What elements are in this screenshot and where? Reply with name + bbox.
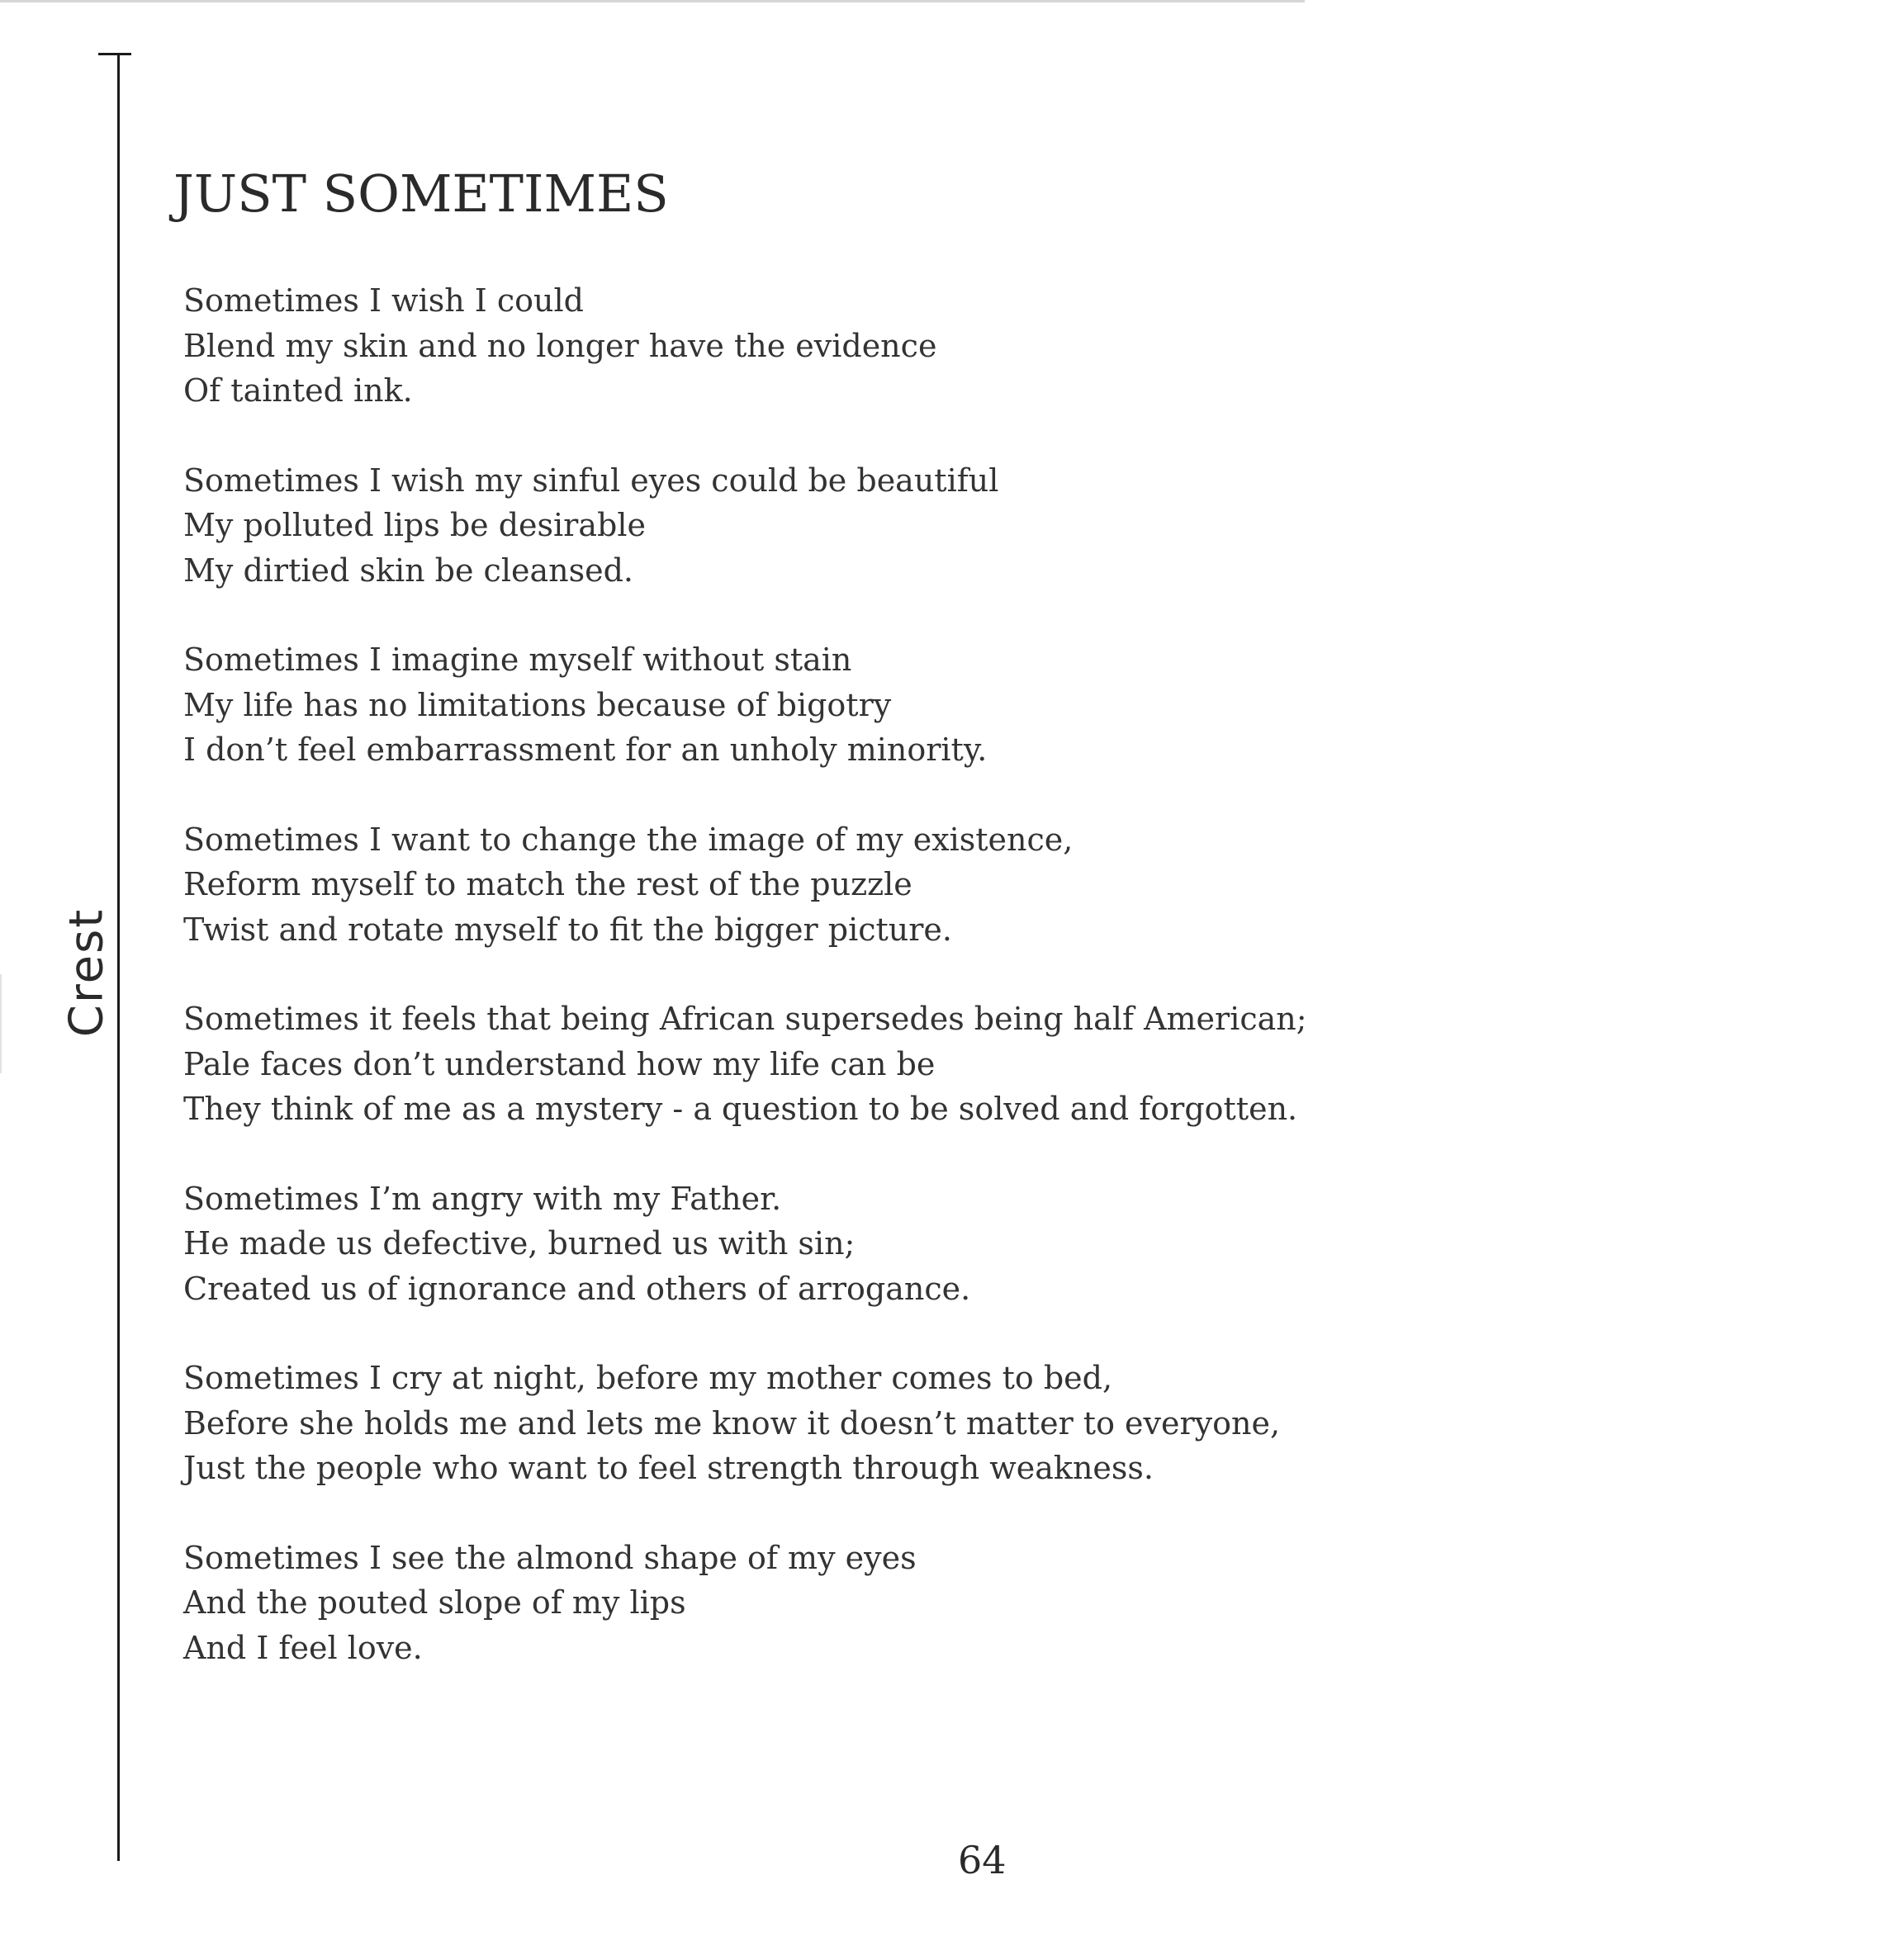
- poem-body: [183, 278, 1752, 1715]
- poem-line: Just the people who want to feel strength through weakness.: [183, 1450, 1154, 1486]
- poem-line: Of tainted ink.: [183, 372, 413, 409]
- margin-rule-cap: [98, 53, 131, 55]
- poem-line: I don’t feel embarrassment for an unholy minority.: [183, 731, 988, 768]
- poem-line: They think of me as a mystery - a question to be solved and forgotten.: [183, 1091, 1298, 1127]
- poem-line: Sometimes I want to change the image of my existence,: [183, 821, 1074, 858]
- poem-line: My polluted lips be desirable: [183, 507, 646, 543]
- stanza-6: [183, 1176, 1752, 1312]
- poem-line: Reform myself to match the rest of the puzzle: [183, 866, 912, 902]
- poem-title: JUST SOMETIMES: [173, 163, 669, 224]
- stanza-5: [183, 997, 1752, 1132]
- scan-left-edge: [0, 974, 2, 1073]
- poem-line: Sometimes I wish I could: [183, 282, 584, 319]
- stanza-8: [183, 1536, 1752, 1671]
- poem-line: Blend my skin and no longer have the evidence: [183, 327, 937, 364]
- poem-line: And I feel love.: [183, 1629, 423, 1666]
- poem-line: Sometimes it feels that being African supersedes being half American;: [183, 1001, 1307, 1037]
- stanza-3: [183, 637, 1752, 773]
- poem-line: Created us of ignorance and others of arrogance.: [183, 1270, 971, 1307]
- poem-line: Sometimes I imagine myself without stain: [183, 641, 852, 678]
- poem-line: And the pouted slope of my lips: [183, 1584, 686, 1621]
- poem-line: Before she holds me and lets me know it doesn’t matter to everyone,: [183, 1404, 1281, 1442]
- poem-line: Sometimes I see the almond shape of my eyes: [183, 1539, 917, 1576]
- stanza-7: [183, 1356, 1752, 1491]
- scan-top-edge: [0, 0, 1305, 2]
- running-head: Crest: [59, 907, 114, 1038]
- stanza-2: [183, 458, 1752, 594]
- poem-line: My life has no limitations because of bigotry: [183, 686, 892, 723]
- stanza-4: [183, 817, 1752, 953]
- poem-line: My dirtied skin be cleansed.: [183, 552, 633, 589]
- margin-rule: [117, 53, 120, 1861]
- poem-line: Sometimes I’m angry with my Father.: [183, 1180, 782, 1217]
- stanza-1: [183, 278, 1752, 414]
- poem-line: Pale faces don’t understand how my life can be: [183, 1045, 936, 1082]
- poem-line: Twist and rotate myself to fit the bigger picture.: [183, 911, 952, 948]
- poem-line: Sometimes I cry at night, before my mother comes to bed,: [183, 1360, 1113, 1396]
- page-number: 64: [958, 1838, 1007, 1882]
- poem-line: Sometimes I wish my sinful eyes could be beautiful: [183, 462, 999, 499]
- poem-line: He made us defective, burned us with sin;: [183, 1225, 856, 1262]
